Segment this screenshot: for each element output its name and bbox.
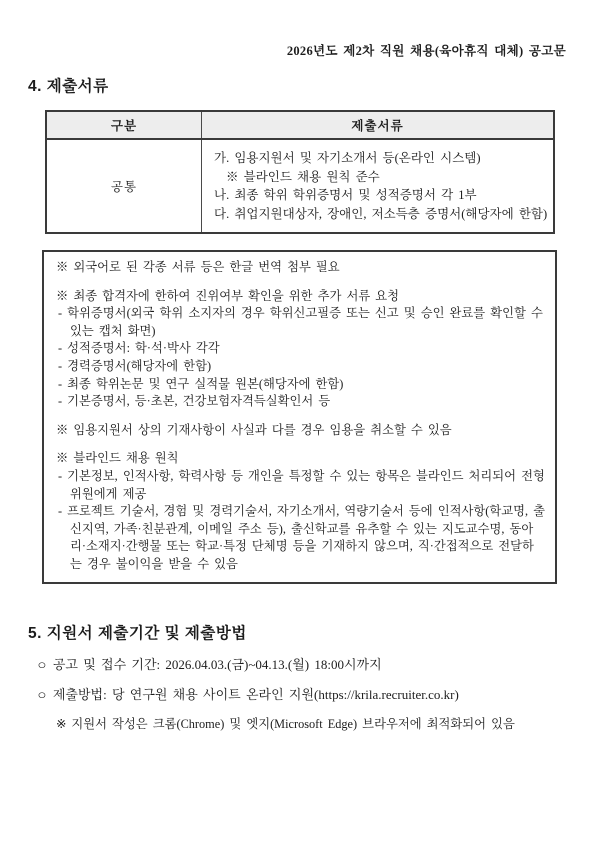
note-line: - 최종 학위논문 및 연구 실적물 원본(해당자에 한함) [58, 376, 344, 391]
section5-list [0, 656, 600, 733]
bullet-icon: ○ [37, 686, 47, 702]
list-item-text: 제출방법: 당 연구원 채용 사이트 온라인 지원(https://krila.recruiter.co.kr) [52, 686, 459, 702]
document-lines [214, 149, 548, 223]
documents-cell [202, 139, 555, 233]
submission-table [45, 110, 555, 234]
note-line: ※ 블라인드 채용 원칙 [56, 451, 179, 466]
note-line: ※ 임용지원서 상의 기재사항이 사실과 다를 경우 임용을 취소할 수 있음 [56, 422, 452, 437]
list-item-text: 지원서 작성은 크롬(Chrome) 및 엣지(Microsoft Edge) 브라우저에 최적화되어 있음 [71, 716, 515, 731]
bullet-icon: ※ [56, 716, 67, 731]
section5-title: 5. 지원서 제출기간 및 제출방법 [28, 624, 247, 642]
document-line: 나. 최종 학위 학위증명서 및 성적증명서 각 1부 [214, 188, 477, 202]
section4-title: 4. 제출서류 [28, 78, 109, 95]
table-header-documents: 제출서류 [202, 111, 555, 139]
table-header-row [46, 111, 554, 139]
document-line: ※ 블라인드 채용 원칙 준수 [226, 169, 380, 184]
note-line: ※ 최종 합격자에 한하여 진위여부 확인을 위한 추가 서류 요청 [56, 288, 400, 303]
list-item [38, 686, 600, 703]
bullet-icon: ○ [37, 656, 47, 672]
table-row [46, 139, 554, 233]
note-line: - 기본정보, 인적사항, 학력사항 등 개인을 특정할 수 있는 항목은 블라인드 처리되어 전형위원에게 제공 [58, 468, 545, 501]
document-line: 다. 취업지원대상자, 장애인, 저소득층 증명서(해당자에 한함) [214, 206, 548, 221]
note-line: - 학위증명서(외국 학위 소지자의 경우 학위신고필증 또는 신고 및 승인 완료를 확인할 수 있는 캡처 화면) [58, 306, 543, 338]
note-line: - 경력증명서(해당자에 한함) [58, 358, 212, 373]
note-line: ※ 외국어로 된 각종 서류 등은 한글 번역 첨부 필요 [56, 260, 340, 274]
list-item-text: 공고 및 접수 기간: 2026.04.03.(금)~04.13.(월) 18:00시까지 [52, 656, 382, 672]
doc-header-title: 2026년도 제2차 직원 채용(육아휴직 대체) 공고문 [286, 44, 566, 58]
note-line: - 기본증명서, 등·초본, 건강보험자격득실확인서 등 [58, 394, 331, 409]
note-line: - 성적증명서: 학·석·박사 각각 [58, 341, 220, 356]
list-item [38, 656, 600, 673]
category-cell: 공통 [46, 139, 202, 233]
note-line: - 프로젝트 기술서, 경험 및 경력기술서, 자기소개서, 역량기술서 등에 인적사항(학교명, 출신지역, 가족·친분관계, 이메일 주소 등), 출신학교를 유추할 수 있는 지도교수명, 동아리·소재지·간행물 또는 학교·특정 단체명 등을 기재하지 않으며, 직·간접적으로 전달하는 경우 불이익을 받을 수 있음 [58, 504, 545, 571]
notes-box [42, 250, 557, 584]
list-item [56, 716, 600, 733]
document-line: 가. 임용지원서 및 자기소개서 등(온라인 시스템) [214, 151, 481, 165]
table-header-category: 구분 [46, 111, 202, 139]
